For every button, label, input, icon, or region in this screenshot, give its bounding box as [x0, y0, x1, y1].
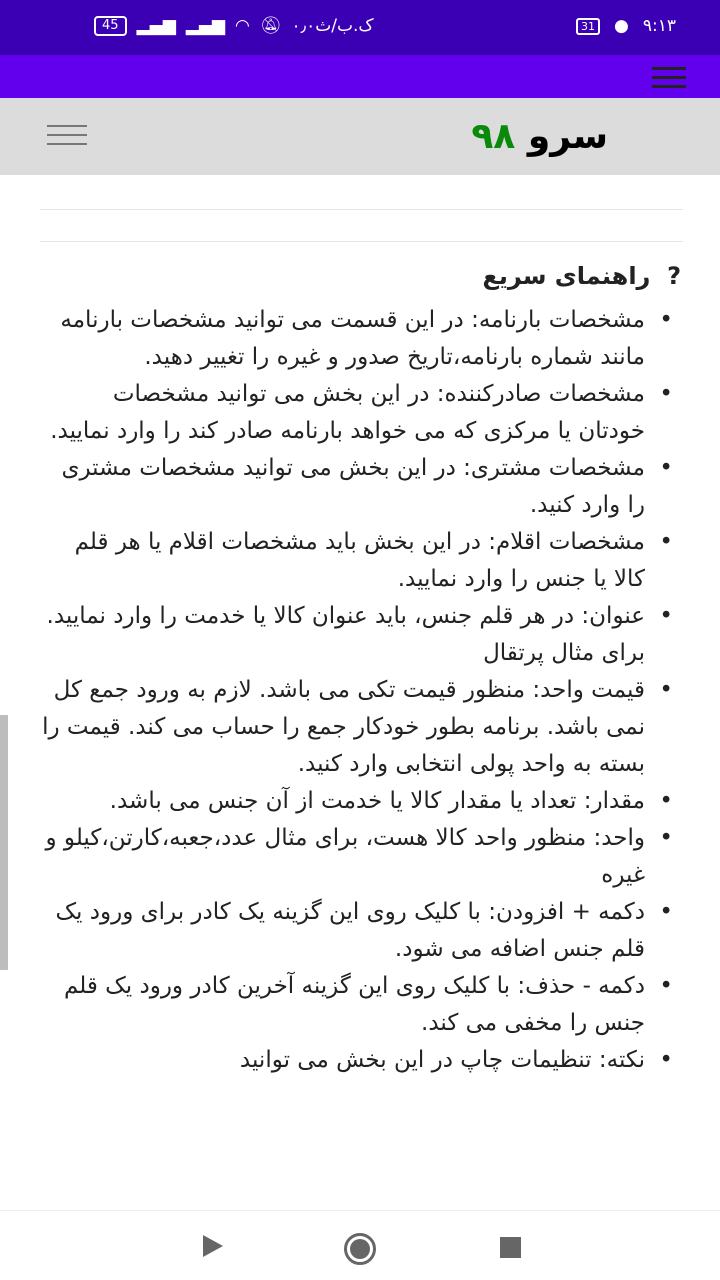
- navigation-bar: [0, 1210, 720, 1280]
- help-title: راهنمای سریع: [482, 262, 651, 290]
- help-heading: [40, 262, 685, 290]
- back-icon[interactable]: [203, 1235, 223, 1257]
- question-icon: ?: [667, 262, 681, 290]
- logo[interactable]: [471, 116, 608, 157]
- list-item: • مقدار: تعداد یا مقدار کالا یا خدمت از آن جنس می باشد.: [40, 783, 645, 820]
- list-item: • عنوان: در هر قلم جنس، باید عنوان کالا یا خدمت را وارد نمایید. برای مثال پرتقال: [40, 598, 645, 672]
- signal-icon-2: ▂▄▆: [185, 16, 226, 36]
- status-bar: [0, 0, 720, 55]
- list-item: • دکمه + افزودن: با کلیک روی این گزینه یک کادر برای ورود یک قلم جنس اضافه می شود.: [40, 894, 645, 968]
- recents-icon[interactable]: [500, 1237, 521, 1258]
- list-item: • قیمت واحد: منظور قیمت تکی می باشد. لازم به ورود جمع کل نمی باشد. برنامه بطور خودکار جمع را حساب می کند. قیمت را بسته به واحد پولی انتخابی وارد کنید.: [40, 672, 645, 783]
- divider: [40, 241, 683, 242]
- list-item: • نکته: تنظیمات چاپ در این بخش می توانید: [40, 1042, 645, 1079]
- site-header: [0, 98, 720, 175]
- list-item: • دکمه - حذف: با کلیک روی این گزینه آخرین کادر ورود یک قلم جنس را مخفی می کند.: [40, 968, 645, 1042]
- scrollbar[interactable]: [0, 715, 8, 970]
- calendar-icon: 31: [576, 18, 600, 35]
- list-item: • مشخصات مشتری: در این بخش می توانید مشخصات مشتری را وارد کنید.: [40, 450, 645, 524]
- quick-help: [40, 262, 685, 1079]
- battery-icon: 45: [94, 16, 127, 36]
- divider: [40, 209, 683, 210]
- list-item: • مشخصات صادرکننده: در این بخش می توانید مشخصات خودتان یا مرکزی که می خواهد بارنامه صادر کند را وارد نمایید.: [40, 376, 645, 450]
- signal-icon: ▂▄▆: [136, 16, 176, 36]
- menu-icon[interactable]: [652, 67, 686, 88]
- list-item: • مشخصات اقلام: در این بخش باید مشخصات اقلام یا هر قلم کالا یا جنس را وارد نمایید.: [40, 524, 645, 598]
- clock: ۹:۱۳: [642, 16, 676, 36]
- list-item: • واحد: منظور واحد کالا هست، برای مثال عدد،جعبه،کارتن،کیلو و غیره: [40, 820, 645, 894]
- app-bar: [0, 55, 720, 98]
- network-speed: ۰٫۰ک.ب/ث: [291, 16, 374, 36]
- mute-icon: 🔕︎: [259, 16, 282, 36]
- logo-number: ۹۸: [471, 116, 516, 157]
- help-list: [40, 302, 685, 1079]
- logo-word: سرو: [527, 116, 608, 157]
- home-icon[interactable]: [344, 1233, 376, 1265]
- bag-icon: ●: [614, 16, 629, 36]
- site-menu-icon[interactable]: [47, 125, 87, 145]
- list-item: • مشخصات بارنامه: در این قسمت می توانید مشخصات بارنامه مانند شماره بارنامه،تاریخ صدور و غیره را تغییر دهید.: [40, 302, 645, 376]
- wifi-icon: ◠: [235, 16, 250, 36]
